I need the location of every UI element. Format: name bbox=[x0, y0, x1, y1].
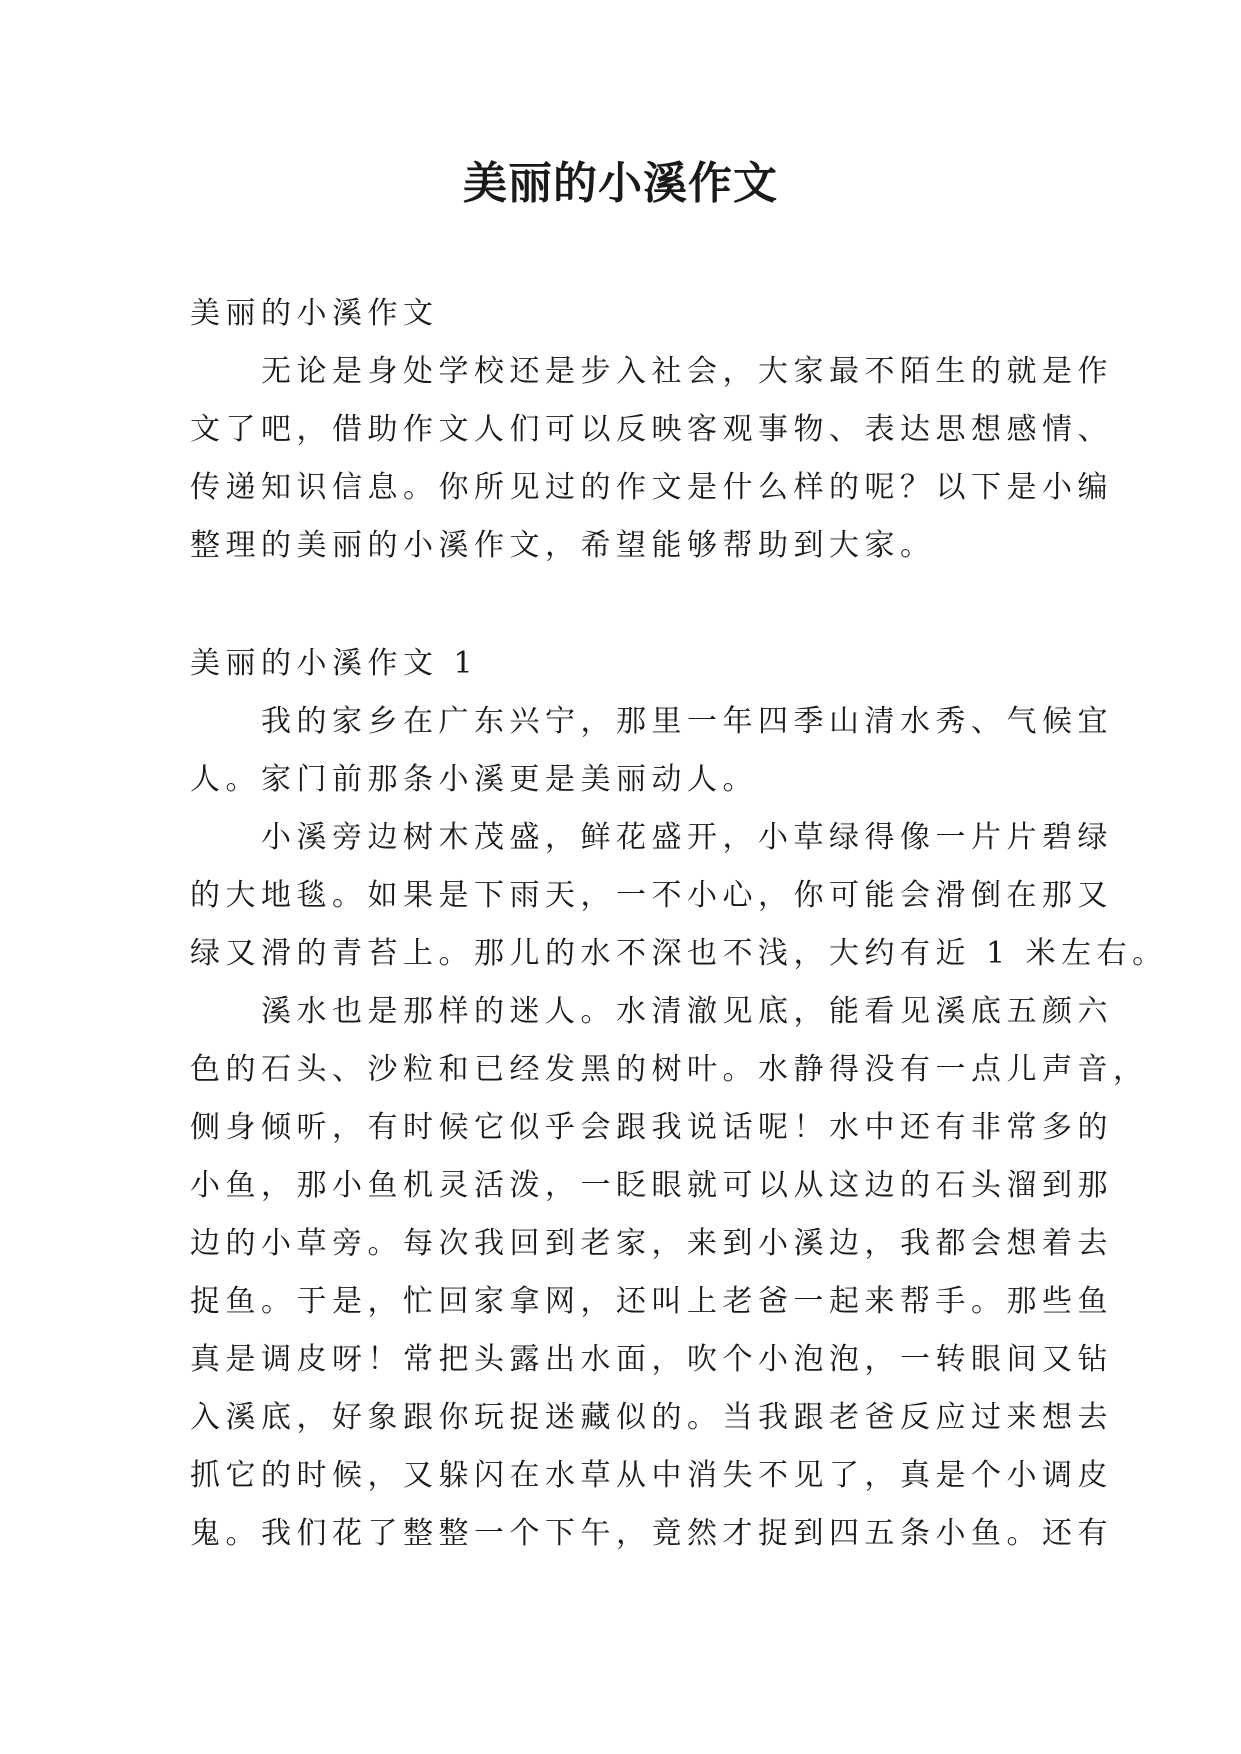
text-line: 文了吧，借助作文人们可以反映客观事物、表达思想感情、 bbox=[190, 412, 1113, 447]
paragraph-gap bbox=[190, 575, 1050, 635]
text-line: 人。家门前那条小溪更是美丽动人。 bbox=[190, 762, 758, 797]
text-line: 色的石头、沙粒和已经发黑的树叶。水静得没有一点儿声音， bbox=[190, 1052, 1149, 1087]
paragraph bbox=[190, 983, 1149, 1563]
text-line: 的大地毯。如果是下雨天，一不小心，你可能会滑倒在那又 bbox=[190, 878, 1113, 913]
text-line: 传递知识信息。你所见过的作文是什么样的呢？以下是小编 bbox=[190, 470, 1113, 505]
text-line: 小溪旁边树木茂盛，鲜花盛开，小草绿得像一片片碧绿 bbox=[190, 820, 1113, 855]
intro-paragraph bbox=[190, 343, 1113, 575]
text-line: 抓它的时候，又躲闪在水草从中消失不见了，真是个小调皮 bbox=[190, 1458, 1113, 1493]
text-line: 鬼。我们花了整整一个下午，竟然才捉到四五条小鱼。还有 bbox=[190, 1516, 1113, 1551]
paragraph bbox=[190, 693, 1113, 809]
text-line: 绿又滑的青苔上。那儿的水不深也不浅，大约有近 1 米左右。 bbox=[190, 936, 1168, 971]
text-line: 侧身倾听，有时候它似乎会跟我说话呢！水中还有非常多的 bbox=[190, 1110, 1113, 1145]
text-line: 无论是身处学校还是步入社会，大家最不陌生的就是作 bbox=[190, 354, 1113, 389]
text-line: 捉鱼。于是，忙回家拿网，还叫上老爸一起来帮手。那些鱼 bbox=[190, 1284, 1113, 1319]
paragraph bbox=[190, 809, 1168, 983]
section-heading: 美丽的小溪作文 1 bbox=[190, 646, 479, 681]
intro-heading: 美丽的小溪作文 bbox=[190, 296, 439, 331]
document-title: 美丽的小溪作文 bbox=[463, 158, 778, 209]
text-line: 真是调皮呀！常把头露出水面，吹个小泡泡，一转眼间又钻 bbox=[190, 1342, 1113, 1377]
document-body bbox=[190, 285, 1168, 1563]
text-line: 边的小草旁。每次我回到老家，来到小溪边，我都会想着去 bbox=[190, 1226, 1113, 1261]
text-line: 小鱼，那小鱼机灵活泼，一眨眼就可以从这边的石头溜到那 bbox=[190, 1168, 1113, 1203]
text-line: 入溪底，好象跟你玩捉迷藏似的。当我跟老爸反应过来想去 bbox=[190, 1400, 1113, 1435]
text-line: 我的家乡在广东兴宁，那里一年四季山清水秀、气候宜 bbox=[190, 704, 1113, 739]
text-line: 溪水也是那样的迷人。水清澈见底，能看见溪底五颜六 bbox=[190, 994, 1113, 1029]
text-line: 整理的美丽的小溪作文，希望能够帮助到大家。 bbox=[190, 528, 936, 563]
